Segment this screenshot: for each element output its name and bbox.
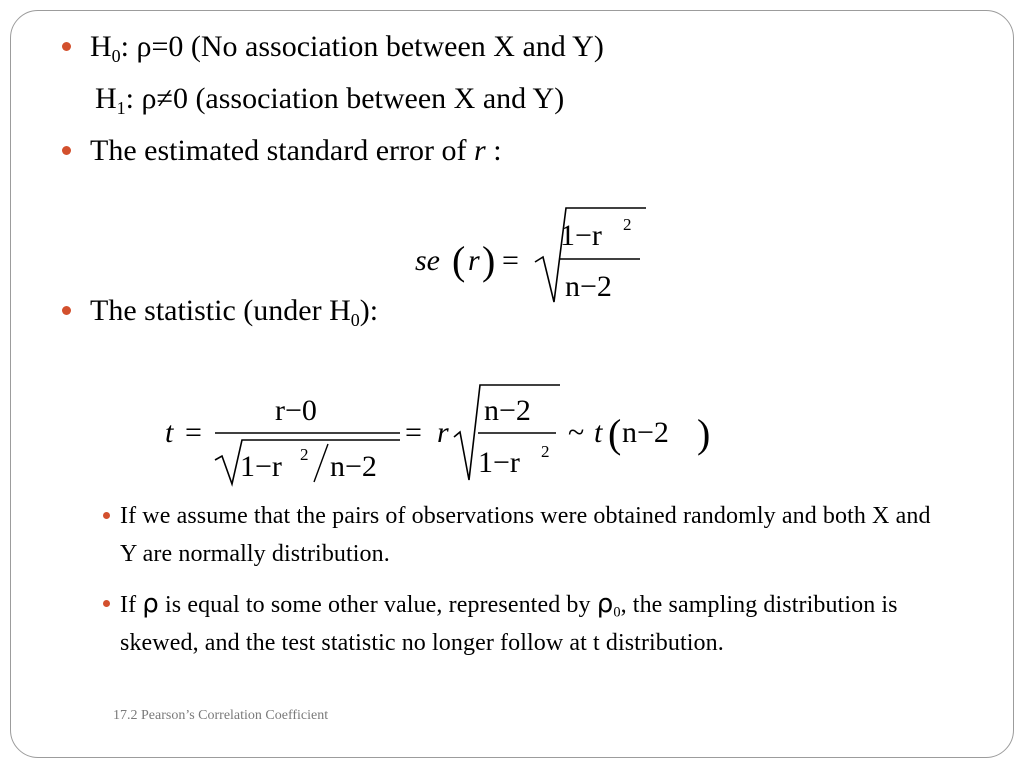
t-numerator: r−0 [275,394,317,427]
rho-skew-text: If ρ is equal to some other value, represented by $\rho_0$, the sampling distribution is skewed, and the test statistic no longer follow at t distribution. [120,589,898,656]
t-symbol: t [165,416,174,449]
se-denominator: n−2 [565,270,612,303]
svg-text:(: ( [452,238,466,283]
sub-bullet-marker [103,600,110,607]
svg-text:): ) [482,238,496,283]
se-lhs-r: r [468,244,480,277]
slide-footer: 17.2 Pearson’s Correlation Coefficient [113,708,329,723]
t-equals-2: = [405,416,422,449]
t-root-den: 1−r [478,446,520,479]
bullet-marker [62,42,71,51]
se-lhs-se: se [415,244,440,277]
bullet-marker [62,306,71,315]
statistic-bullet-text: The statistic (under $H_0$): [90,294,379,330]
t-den-b: n−2 [330,450,377,483]
se-num-exp: 2 [623,215,632,234]
t-tilde: ~ [568,416,585,449]
t-dist: t [594,416,603,449]
t-r: r [437,416,449,449]
t-den-exp: 2 [300,445,309,464]
t-dist-arg: n−2 [622,416,669,449]
se-equals: = [502,244,519,277]
hypothesis-null: $H_0$: ρ=0 (No association between X and Y) [90,30,604,66]
svg-text:): ) [697,411,711,456]
t-root-den-exp: 2 [541,442,550,461]
se-bullet-text: The estimated standard error of r : [90,134,502,167]
t-equals: = [185,416,202,449]
sub-bullet-marker [103,512,110,519]
se-formula [410,200,670,310]
t-den-a: 1−r [240,450,282,483]
svg-text:(: ( [608,411,622,456]
bullet-marker [62,146,71,155]
t-root-num: n−2 [484,394,531,427]
se-numerator: 1−r [560,219,602,252]
assumption-text: If we assume that the pairs of observations were obtained randomly and both X and Y are normally distribution. [120,503,931,567]
t-formula [160,380,720,490]
hypothesis-alt: $H_1$: ρ≠0 (association between X and Y) [95,82,565,118]
